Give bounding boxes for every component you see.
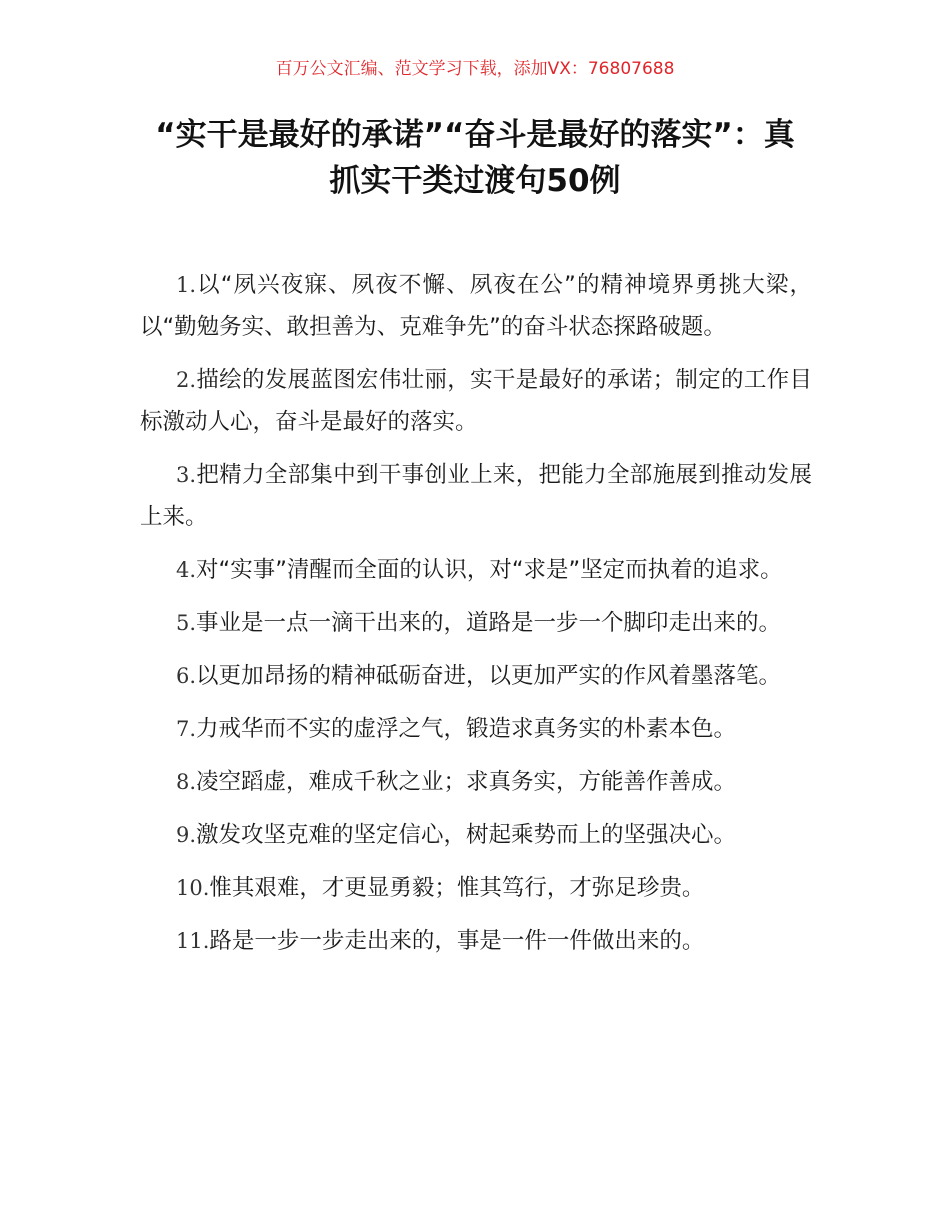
item-number: 8. (176, 770, 197, 794)
list-item (140, 454, 812, 538)
list-item (140, 920, 812, 962)
item-number: 6. (176, 664, 197, 688)
list-item (140, 655, 812, 697)
item-number: 5. (176, 611, 197, 635)
item-number: 4. (176, 558, 197, 582)
item-number: 2. (176, 368, 197, 392)
item-text: 路是一步一步走出来的，事是一件一件做出来的。 (209, 928, 705, 954)
item-number: 11. (176, 929, 210, 953)
item-number: 9. (176, 823, 197, 847)
list-item (140, 359, 812, 443)
item-text: 把精力全部集中到干事创业上来，把能力全部施展到推动发展上来。 (140, 462, 812, 530)
list-item (140, 761, 812, 803)
transition-sentence-list (140, 264, 812, 973)
list-item (140, 867, 812, 909)
list-item (140, 602, 812, 644)
item-text: 事业是一点一滴干出来的，道路是一步一个脚印走出来的。 (196, 610, 782, 636)
item-text: 以“夙兴夜寐、夙夜不懈、夙夜在公”的精神境界勇挑大梁，以“勤勉务实、敢担善为、克难争先”的奋斗状态探路破题。 (140, 272, 812, 340)
item-number: 10. (176, 876, 210, 900)
list-item (140, 814, 812, 856)
item-text: 力戒华而不实的虚浮之气，锻造求真务实的朴素本色。 (196, 716, 737, 742)
item-text: 描绘的发展蓝图宏伟壮丽，实干是最好的承诺；制定的工作目标激动人心，奋斗是最好的落实。 (140, 367, 812, 435)
list-item (140, 708, 812, 750)
item-text: 以更加昂扬的精神砥砺奋进，以更加严实的作风着墨落笔。 (196, 663, 782, 689)
item-text: 激发攻坚克难的坚定信心，树起乘势而上的坚强决心。 (196, 822, 737, 848)
document-title: “实干是最好的承诺”“奋斗是最好的落实”：真抓实干类过渡句50例 (155, 117, 795, 199)
item-text: 对“实事”清醒而全面的认识，对“求是”坚定而执着的追求。 (196, 557, 783, 583)
promo-banner: 百万公文汇编、范文学习下载，添加VX：76807688 (275, 59, 675, 79)
list-item (140, 264, 812, 348)
list-item (140, 549, 812, 591)
item-number: 3. (176, 463, 197, 487)
item-text: 惟其艰难，才更显勇毅；惟其笃行，才弥足珍贵。 (209, 875, 705, 901)
item-text: 凌空蹈虚，难成千秋之业；求真务实，方能善作善成。 (196, 769, 737, 795)
item-number: 1. (176, 273, 197, 297)
item-number: 7. (176, 717, 197, 741)
